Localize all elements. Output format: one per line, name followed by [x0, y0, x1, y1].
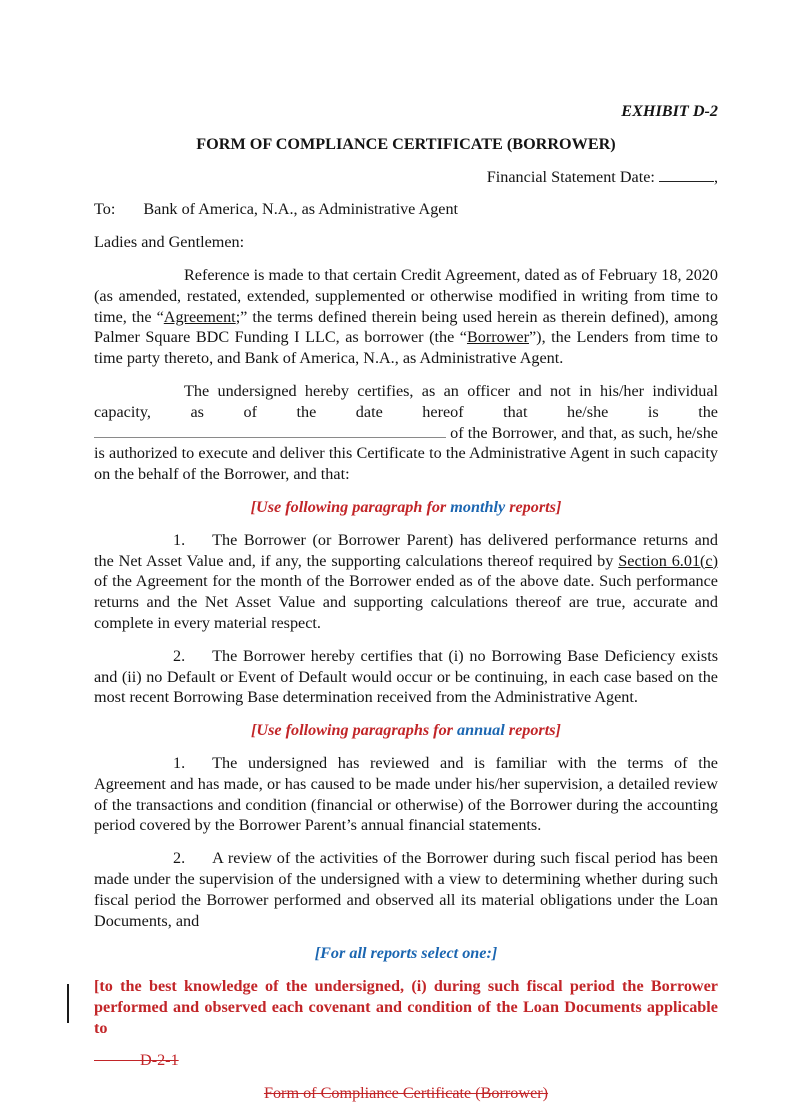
document-title-text: FORM OF COMPLIANCE CERTIFICATE (BORROWER) — [196, 134, 616, 153]
document-title — [94, 134, 718, 155]
exhibit-label — [94, 101, 718, 122]
footer-doc-title-text: Form of Compliance Certificate (Borrower) — [263, 1084, 549, 1103]
footer-doc-title — [94, 1083, 718, 1104]
annual-instruction-heading-text: annual — [457, 721, 505, 740]
addressee-line-text: To: — [94, 200, 116, 219]
monthly-instruction-heading-text: monthly — [450, 497, 506, 516]
monthly-paragraph-2-text: 2. — [173, 646, 186, 665]
monthly-paragraph-1-text: 1. — [173, 530, 186, 549]
monthly-paragraph-1 — [94, 530, 718, 634]
best-knowledge-paragraph-text: [to the best knowledge of the undersigned, (i) during such fiscal period the Borrower performed and observed each covenant and condition of the Loan Documents applicable to — [94, 977, 718, 1037]
salutation — [94, 232, 718, 253]
monthly-instruction-heading-text: reports] — [505, 497, 562, 516]
annual-instruction-heading-text: [Use following paragraphs for — [251, 721, 458, 740]
best-knowledge-paragraph — [94, 976, 718, 1038]
select-one-heading — [94, 943, 718, 964]
footer-page-number-redline — [94, 1060, 140, 1061]
reference-paragraph — [94, 265, 718, 369]
annual-paragraph-2 — [94, 848, 718, 931]
financial-statement-date-line-text: , — [713, 167, 718, 186]
document-body — [94, 101, 718, 1116]
reference-paragraph-text: ”), the Lenders from time to time party thereto, and Bank of America, N.A., as Administrative Agent. — [94, 328, 718, 368]
addressee-line-text: Bank of America, N.A., as Administrative Agent — [143, 200, 459, 219]
financial-statement-date-line-text: Financial Statement Date: — [486, 167, 659, 186]
change-bar — [67, 984, 69, 1023]
footer-page-number — [94, 1050, 718, 1071]
monthly-instruction-heading-text: [Use following paragraph for — [250, 497, 451, 516]
monthly-paragraph-2-text: The Borrower hereby certifies that (i) no Borrowing Base Deficiency exists and (ii) no Default or Event of Default would occur or be continuing, in each case based on the most recent Borrowing Base determination received from the Administrative Agent. — [94, 646, 718, 707]
footer-page-number-text: D-2-1 — [140, 1051, 179, 1070]
exhibit-label-text: EXHIBIT D-2 — [621, 102, 718, 120]
annual-paragraph-2-text: A review of the activities of the Borrower during such fiscal period has been made under the supervision of the undersigned with a view to determining whether during such fiscal period the Borrower performed and observed all its material obligations under the Loan Documents, and — [94, 849, 718, 930]
certification-paragraph-text: The undersigned hereby certifies, as an officer and not in his/her individual capacity, as of the date hereof that he/she is the — [94, 381, 718, 421]
monthly-paragraph-2 — [94, 646, 718, 708]
reference-paragraph-text: Borrower — [466, 328, 529, 347]
certification-paragraph-text: of the Borrower, and that, as such, he/she is authorized to execute and deliver this Certificate to the Administrative Agent in such capacity on the behalf of the Borrower, and that: — [94, 423, 718, 484]
salutation-text: Ladies and Gentlemen: — [94, 233, 245, 252]
certification-paragraph — [94, 381, 718, 485]
monthly-paragraph-1-text: of the Agreement for the month of the Borrower ended as of the above date. Such performance returns and the Net Asset Value and supporting calculations thereof are true, accurate and complete in every material respect. — [94, 572, 718, 632]
select-one-heading-text: [For all reports select one:] — [314, 944, 498, 963]
monthly-paragraph-1-text: Section 6.01(c) — [618, 551, 718, 570]
reference-paragraph-text: Reference is made to that certain Credit Agreement, dated as of February 18, 2020 (as amended, restated, extended, supplemented or otherwise modified in writing from time to time, the “ — [94, 265, 718, 326]
financial-statement-date-line-blank — [659, 181, 714, 182]
annual-instruction-heading-text: reports] — [504, 721, 561, 740]
certification-paragraph-blank-gray — [94, 437, 446, 438]
monthly-paragraph-1-text: The Borrower (or Borrower Parent) has delivered performance returns and the Net Asset Value and, if any, the supporting calculations thereof required by — [94, 530, 718, 570]
reference-paragraph-text: ;” the terms defined therein being used herein as therein defined), among Palmer Square BDC Funding I LLC, as borrower (the “ — [94, 307, 718, 347]
annual-paragraph-1-text: 1. — [173, 753, 186, 772]
annual-paragraph-2-text: 2. — [173, 849, 186, 868]
annual-paragraph-1-text: The undersigned has reviewed and is familiar with the terms of the Agreement and has made, or has caused to be made under his/her supervision, a detailed review of the transactions and condition (financial or otherwise) of the Borrower during the accounting period covered by the Borrower Parent’s annual financial statements. — [94, 753, 718, 835]
annual-paragraph-1 — [94, 753, 718, 836]
financial-statement-date-line — [94, 167, 718, 188]
addressee-line — [94, 199, 718, 220]
reference-paragraph-text: Agreement — [163, 307, 236, 326]
monthly-instruction-heading — [94, 497, 718, 518]
annual-instruction-heading — [94, 720, 718, 741]
